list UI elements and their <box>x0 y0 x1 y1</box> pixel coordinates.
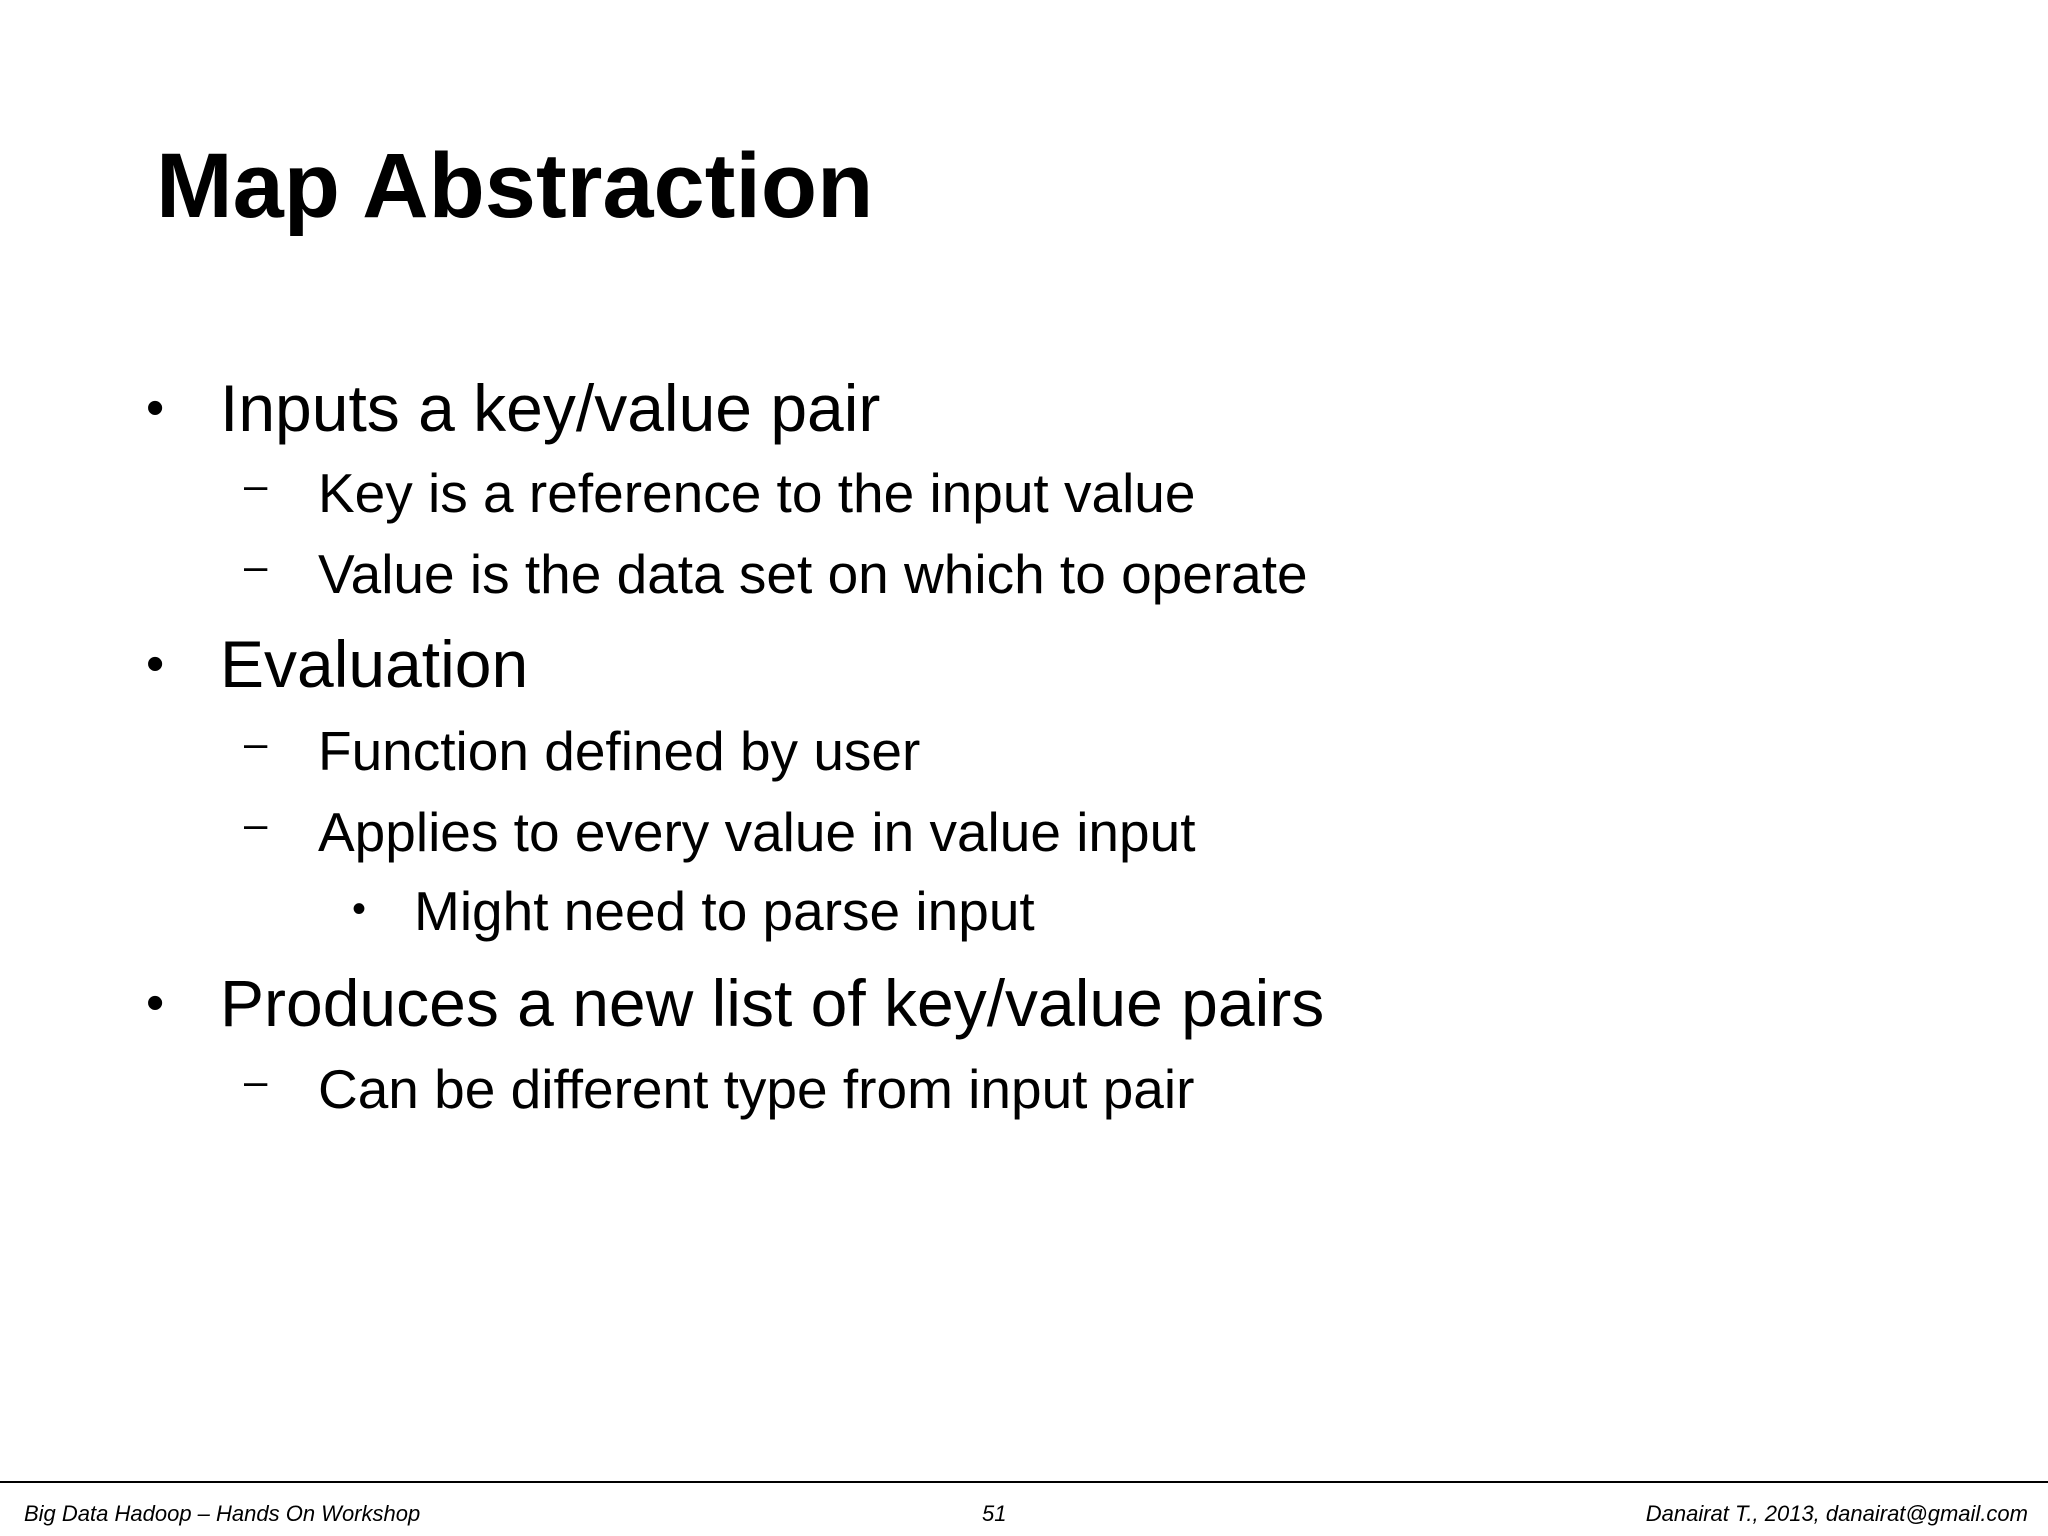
dash-marker: – <box>244 1057 268 1104</box>
dash-marker: – <box>244 800 268 847</box>
footer-course-title: Big Data Hadoop – Hands On Workshop <box>24 1501 421 1526</box>
bullet-text: Produces a new list of key/value pairs <box>220 966 1325 1040</box>
dash-marker: – <box>244 719 268 766</box>
bullet-marker: • <box>146 379 165 437</box>
bullet-marker: • <box>146 635 165 693</box>
footer-page-number: 51 <box>982 1501 1007 1526</box>
footer-divider <box>0 1481 2048 1483</box>
sub-bullet-text: Can be different type from input pair <box>318 1058 1195 1120</box>
slide-title: Map Abstraction <box>156 135 874 237</box>
sub-sub-bullet-text: Might need to parse input <box>414 880 1035 942</box>
dash-marker: – <box>244 461 268 508</box>
bullet-marker: • <box>352 887 367 931</box>
sub-bullet-text: Function defined by user <box>318 720 921 782</box>
bullet-marker: • <box>146 974 165 1032</box>
bullet-text: Inputs a key/value pair <box>220 371 881 445</box>
footer-author: Danairat T., 2013, danairat@gmail.com <box>1645 1501 2028 1526</box>
sub-bullet-text: Value is the data set on which to operate <box>318 543 1308 605</box>
sub-bullet-text: Applies to every value in value input <box>318 801 1196 863</box>
sub-bullet-text: Key is a reference to the input value <box>318 462 1196 524</box>
bullet-text: Evaluation <box>220 627 529 701</box>
dash-marker: – <box>244 542 268 589</box>
